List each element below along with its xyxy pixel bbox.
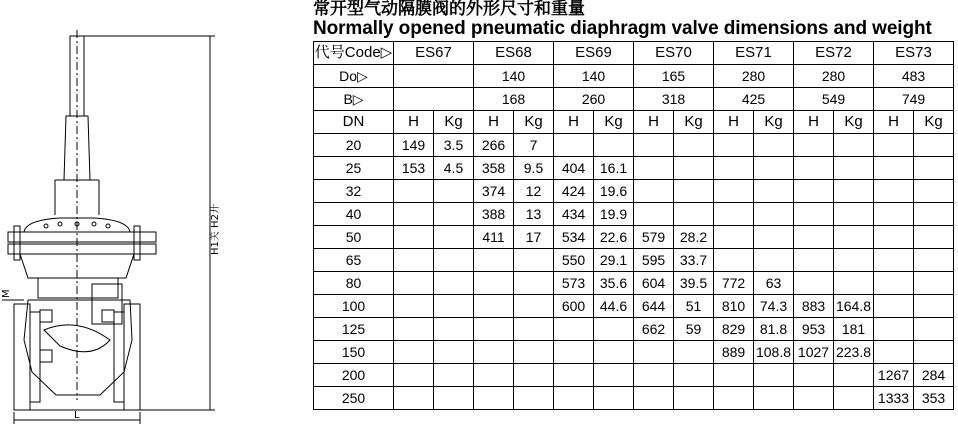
table-row [314, 318, 954, 341]
value-cell: 153 [394, 157, 434, 180]
do-cell: 280 [794, 65, 874, 88]
title-chinese: 常开型气动隔膜阀的外形尺寸和重量 [313, 0, 585, 19]
value-cell [434, 341, 474, 364]
b-cell: 549 [794, 88, 874, 111]
value-cell: 164.8 [834, 295, 874, 318]
do-cell: 483 [874, 65, 954, 88]
value-cell: 19.9 [594, 203, 634, 226]
value-cell [914, 272, 954, 295]
value-cell [674, 203, 714, 226]
h-header: H [554, 111, 594, 134]
value-cell: 883 [794, 295, 834, 318]
value-cell [594, 134, 634, 157]
value-cell [394, 295, 434, 318]
value-cell [914, 341, 954, 364]
kg-header: Kg [754, 111, 794, 134]
code-cell: ES68 [474, 42, 554, 65]
value-cell [634, 341, 674, 364]
value-cell: 39.5 [674, 272, 714, 295]
value-cell [834, 364, 874, 387]
value-cell [474, 318, 514, 341]
value-cell: 51 [674, 295, 714, 318]
value-cell: 3.5 [434, 134, 474, 157]
value-cell: 573 [554, 272, 594, 295]
value-cell [394, 272, 434, 295]
table-row [314, 249, 954, 272]
value-cell: 81.8 [754, 318, 794, 341]
value-cell: 1333 [874, 387, 914, 410]
value-cell [914, 157, 954, 180]
dn-cell: 20 [314, 134, 394, 157]
value-cell [874, 272, 914, 295]
value-cell [514, 364, 554, 387]
dn-cell: 200 [314, 364, 394, 387]
value-cell [474, 272, 514, 295]
dn-cell: 250 [314, 387, 394, 410]
h-header: H [714, 111, 754, 134]
value-cell [834, 180, 874, 203]
value-cell [834, 157, 874, 180]
value-cell [474, 341, 514, 364]
do-cell: 280 [714, 65, 794, 88]
value-cell: 13 [514, 203, 554, 226]
value-cell [754, 226, 794, 249]
value-cell [834, 226, 874, 249]
dn-cell: 80 [314, 272, 394, 295]
table-row [314, 226, 954, 249]
value-cell [714, 180, 754, 203]
value-cell: 404 [554, 157, 594, 180]
table-row [314, 272, 954, 295]
value-cell: 550 [554, 249, 594, 272]
table-row [314, 295, 954, 318]
value-cell: 4.5 [434, 157, 474, 180]
value-cell [794, 387, 834, 410]
value-cell [474, 364, 514, 387]
right-flange [124, 304, 140, 410]
value-cell [914, 226, 954, 249]
value-cell [874, 134, 914, 157]
value-cell [674, 364, 714, 387]
value-cell: 595 [634, 249, 674, 272]
value-cell: 63 [754, 272, 794, 295]
value-cell: 600 [554, 295, 594, 318]
table-row [314, 203, 954, 226]
kg-header: Kg [594, 111, 634, 134]
value-cell [674, 157, 714, 180]
title-english: Normally opened pneumatic diaphragm valve dimensions and weight [313, 18, 932, 39]
kg-header: Kg [834, 111, 874, 134]
value-cell [714, 203, 754, 226]
b-cell: 168 [474, 88, 554, 111]
value-cell [434, 180, 474, 203]
value-cell [554, 387, 594, 410]
value-cell [674, 387, 714, 410]
b-label: B▷ [314, 88, 394, 111]
value-cell [914, 318, 954, 341]
value-cell [434, 295, 474, 318]
value-cell: 1267 [874, 364, 914, 387]
label-h: H1关 H2开 [210, 204, 221, 255]
do-cell: 140 [474, 65, 554, 88]
bonnet [38, 278, 118, 298]
value-cell: 12 [514, 180, 554, 203]
value-cell [794, 180, 834, 203]
value-cell: 644 [634, 295, 674, 318]
value-cell: 266 [474, 134, 514, 157]
value-cell [874, 318, 914, 341]
value-cell: 810 [714, 295, 754, 318]
value-cell [394, 249, 434, 272]
value-cell [794, 226, 834, 249]
value-cell [874, 226, 914, 249]
code-cell: ES73 [874, 42, 954, 65]
b-cell: 425 [714, 88, 794, 111]
value-cell [754, 180, 794, 203]
value-cell [394, 203, 434, 226]
value-cell: 534 [554, 226, 594, 249]
value-cell: 33.7 [674, 249, 714, 272]
table-row [314, 364, 954, 387]
value-cell: 284 [914, 364, 954, 387]
value-cell [754, 157, 794, 180]
value-cell [754, 203, 794, 226]
code-label: 代号Code▷ [314, 42, 394, 65]
value-cell [714, 249, 754, 272]
value-cell: 374 [474, 180, 514, 203]
kg-header: Kg [914, 111, 954, 134]
value-cell [394, 318, 434, 341]
table-row [314, 387, 954, 410]
value-cell: 434 [554, 203, 594, 226]
value-cell: 74.3 [754, 295, 794, 318]
dimensions-table [313, 41, 954, 410]
value-cell: 17 [514, 226, 554, 249]
value-cell [834, 387, 874, 410]
kg-header: Kg [674, 111, 714, 134]
value-cell [554, 341, 594, 364]
value-cell [754, 134, 794, 157]
value-cell [634, 180, 674, 203]
dn-label: DN [314, 111, 394, 134]
dn-cell: 65 [314, 249, 394, 272]
value-cell [834, 272, 874, 295]
value-cell: 181 [834, 318, 874, 341]
value-cell [434, 364, 474, 387]
value-cell [394, 341, 434, 364]
value-cell [794, 364, 834, 387]
value-cell [834, 203, 874, 226]
value-cell [674, 134, 714, 157]
value-cell: 604 [634, 272, 674, 295]
value-cell: 28.2 [674, 226, 714, 249]
do-row [314, 65, 954, 88]
value-cell: 772 [714, 272, 754, 295]
h-header: H [794, 111, 834, 134]
value-cell [594, 364, 634, 387]
value-cell: 662 [634, 318, 674, 341]
valve-drawing [0, 0, 300, 434]
value-cell [434, 203, 474, 226]
dn-cell: 40 [314, 203, 394, 226]
code-cell: ES71 [714, 42, 794, 65]
value-cell [794, 249, 834, 272]
value-cell [474, 387, 514, 410]
do-cell: 140 [554, 65, 634, 88]
value-cell [634, 157, 674, 180]
value-cell [674, 180, 714, 203]
do-cell: 165 [634, 65, 714, 88]
code-cell: ES69 [554, 42, 634, 65]
value-cell [594, 387, 634, 410]
value-cell: 424 [554, 180, 594, 203]
value-cell [754, 387, 794, 410]
value-cell: 7 [514, 134, 554, 157]
value-cell [794, 134, 834, 157]
value-cell: 19.6 [594, 180, 634, 203]
value-cell [634, 387, 674, 410]
value-cell [434, 272, 474, 295]
value-cell [594, 341, 634, 364]
left-flange [14, 304, 30, 410]
value-cell: 22.6 [594, 226, 634, 249]
code-cell: ES70 [634, 42, 714, 65]
value-cell: 411 [474, 226, 514, 249]
dn-cell: 150 [314, 341, 394, 364]
value-cell [514, 272, 554, 295]
value-cell [874, 295, 914, 318]
label-l: L [74, 410, 80, 421]
value-cell [434, 318, 474, 341]
value-cell [874, 203, 914, 226]
h-header: H [874, 111, 914, 134]
value-cell [634, 203, 674, 226]
value-cell [714, 364, 754, 387]
value-cell [514, 341, 554, 364]
b-cell [394, 88, 474, 111]
table-row [314, 134, 954, 157]
table-row [314, 180, 954, 203]
value-cell: 9.5 [514, 157, 554, 180]
value-cell: 149 [394, 134, 434, 157]
value-cell [914, 134, 954, 157]
label-m: M [1, 289, 12, 298]
code-row [314, 42, 954, 65]
value-cell: 579 [634, 226, 674, 249]
value-cell [474, 249, 514, 272]
h-header: H [634, 111, 674, 134]
value-cell [674, 341, 714, 364]
b-row [314, 88, 954, 111]
value-cell: 358 [474, 157, 514, 180]
do-label: Do▷ [314, 65, 394, 88]
value-cell [794, 203, 834, 226]
dn-cell: 100 [314, 295, 394, 318]
value-cell [834, 134, 874, 157]
value-cell [914, 180, 954, 203]
value-cell: 889 [714, 341, 754, 364]
dn-cell: 25 [314, 157, 394, 180]
value-cell [834, 249, 874, 272]
value-cell [754, 364, 794, 387]
value-cell [874, 157, 914, 180]
value-cell [394, 180, 434, 203]
value-cell [794, 157, 834, 180]
value-cell [434, 387, 474, 410]
value-cell [514, 295, 554, 318]
code-cell: ES67 [394, 42, 474, 65]
value-cell: 388 [474, 203, 514, 226]
b-cell: 260 [554, 88, 634, 111]
value-cell [514, 249, 554, 272]
value-cell: 829 [714, 318, 754, 341]
value-cell: 1027 [794, 341, 834, 364]
kg-header: Kg [434, 111, 474, 134]
b-cell: 318 [634, 88, 714, 111]
value-cell [714, 157, 754, 180]
value-cell [714, 134, 754, 157]
value-cell [634, 134, 674, 157]
dn-cell: 32 [314, 180, 394, 203]
dn-cell: 125 [314, 318, 394, 341]
value-cell [474, 295, 514, 318]
table-row [314, 341, 954, 364]
code-cell: ES72 [794, 42, 874, 65]
value-cell [434, 226, 474, 249]
value-cell: 29.1 [594, 249, 634, 272]
value-cell [754, 249, 794, 272]
value-cell [514, 318, 554, 341]
value-cell: 16.1 [594, 157, 634, 180]
value-cell [874, 341, 914, 364]
value-cell [594, 318, 634, 341]
value-cell [874, 180, 914, 203]
h-header: H [474, 111, 514, 134]
value-cell [554, 364, 594, 387]
value-cell [914, 203, 954, 226]
value-cell [554, 318, 594, 341]
kg-header: Kg [514, 111, 554, 134]
value-cell: 44.6 [594, 295, 634, 318]
h-header: H [394, 111, 434, 134]
value-cell [514, 387, 554, 410]
value-cell [714, 387, 754, 410]
value-cell [394, 364, 434, 387]
value-cell: 223.8 [834, 341, 874, 364]
dn-header-row [314, 111, 954, 134]
value-cell [394, 226, 434, 249]
dn-cell: 50 [314, 226, 394, 249]
value-cell [794, 272, 834, 295]
b-cell: 749 [874, 88, 954, 111]
value-cell [434, 249, 474, 272]
value-cell [634, 364, 674, 387]
value-cell: 59 [674, 318, 714, 341]
value-cell: 108.8 [754, 341, 794, 364]
table-row [314, 157, 954, 180]
value-cell: 953 [794, 318, 834, 341]
value-cell [554, 134, 594, 157]
value-cell [874, 249, 914, 272]
value-cell: 353 [914, 387, 954, 410]
do-cell [394, 65, 474, 88]
value-cell [714, 226, 754, 249]
value-cell [914, 295, 954, 318]
value-cell [914, 249, 954, 272]
value-cell [394, 387, 434, 410]
value-cell: 35.6 [594, 272, 634, 295]
